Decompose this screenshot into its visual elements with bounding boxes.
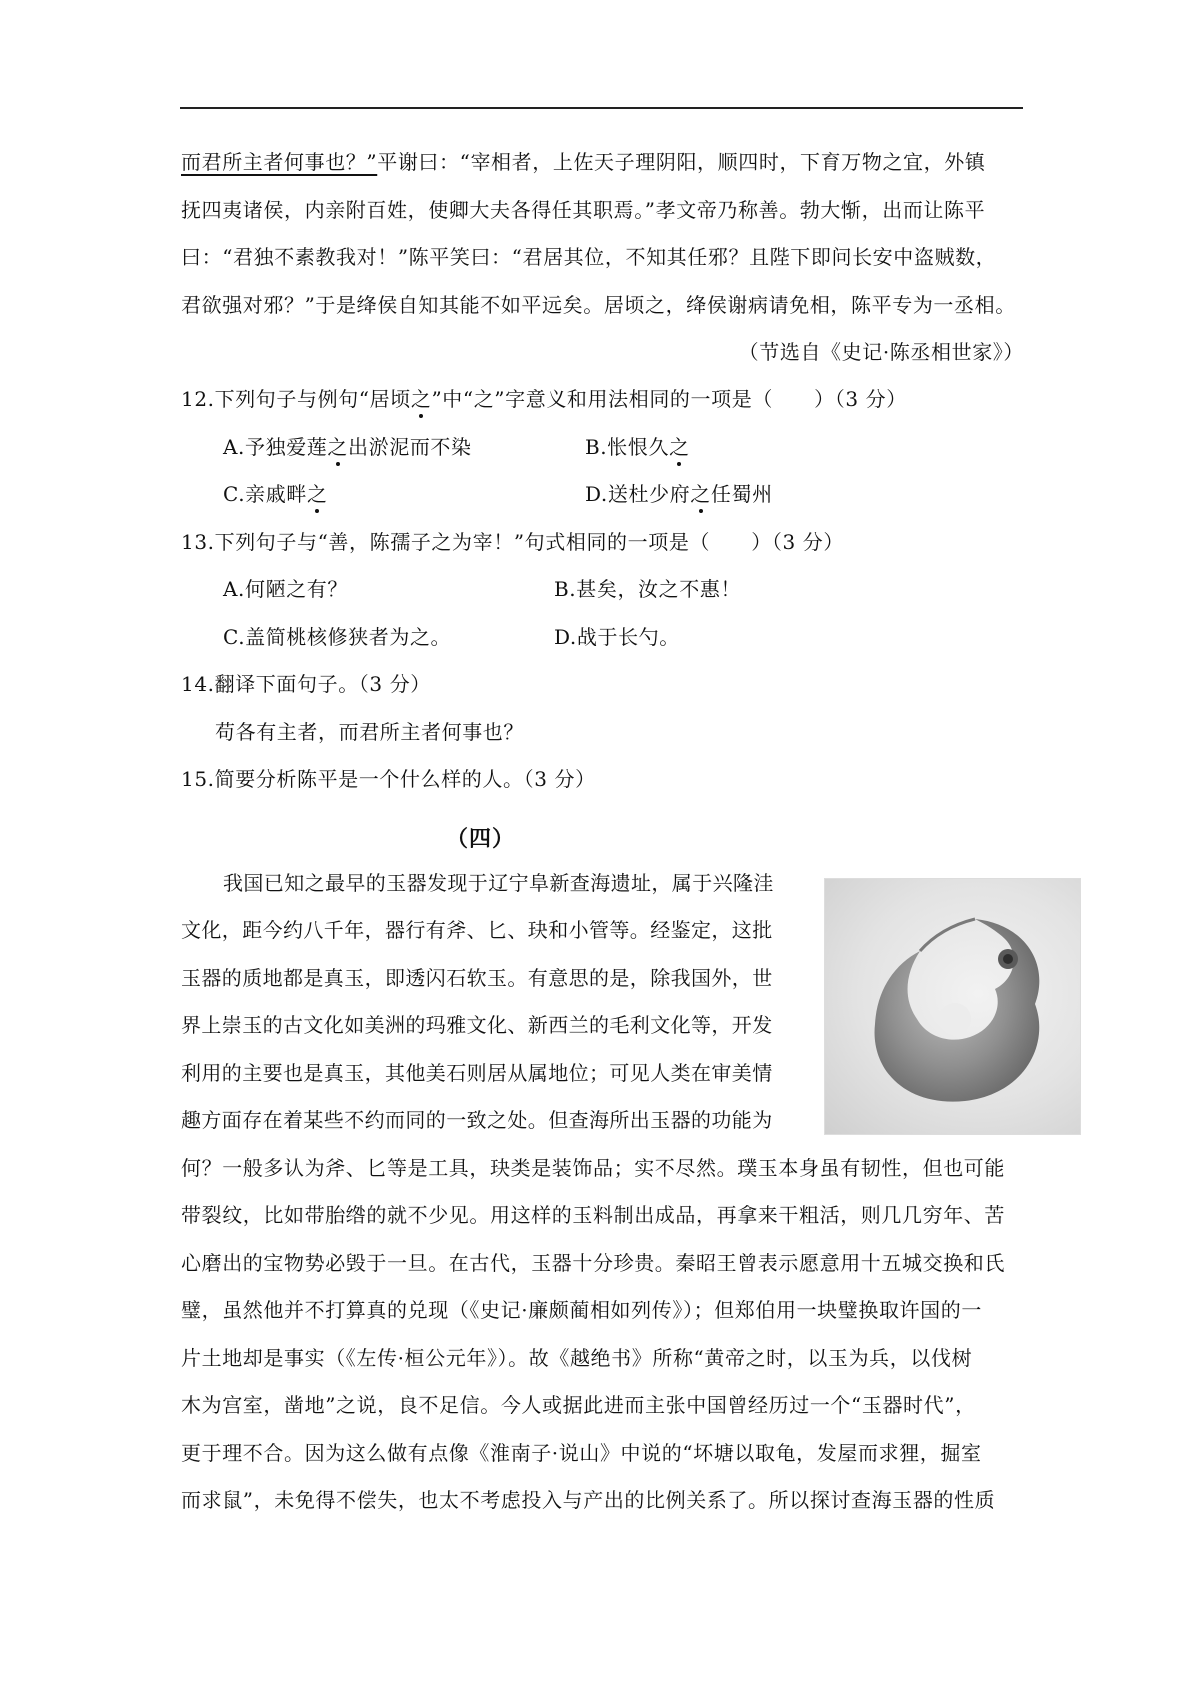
q13-option-a: A.何陋之有？	[223, 577, 349, 601]
jade-artifact-image	[824, 878, 1081, 1135]
underlined-sentence: 而君所主者何事也？”	[181, 150, 378, 174]
q12-option-a: A.予独爱莲之出淤泥而不染	[223, 432, 1066, 462]
section4-line-1: 我国已知之最早的玉器发现于辽宁阜新查海遗址，属于兴隆洼	[223, 871, 774, 895]
q12-option-d: D.送杜少府之任蜀州	[585, 479, 985, 509]
header-rule	[180, 107, 1023, 109]
section4-line-10: 璧，虽然他并不打算真的兑现（《史记·廉颇蔺相如列传》）；但郑伯用一块璧换取许国的一	[181, 1298, 982, 1322]
jade-dragon-icon	[825, 879, 1080, 1134]
section4-line-4: 界上崇玉的古文化如美洲的玛雅文化、新西兰的毛利文化等，开发	[181, 1013, 773, 1037]
section4-line-13: 更于理不合。因为这么做有点像《淮南子·说山》中说的“坏塘以取龟，发屋而求狸，掘室	[181, 1441, 982, 1465]
passage-line-3: 曰：“君独不素教我对！”陈平笑曰：“君居其位，不知其任邪？且陛下即问长安中盗贼数，	[181, 245, 997, 269]
q12-option-b: B.怅恨久之	[585, 432, 985, 462]
emphasis-dot-char: 之	[327, 432, 348, 462]
passage-line-1: 而君所主者何事也？”平谢曰：“宰相者，上佐天子理阴阳，顺四时，下育万物之宜，外镇	[181, 150, 986, 174]
emphasis-dot-char: 之	[690, 479, 711, 509]
q14-stem: 14.翻译下面句子。（3 分）	[181, 672, 431, 696]
section4-line-5: 利用的主要也是真玉，其他美石则居从属地位；可见人类在审美情	[181, 1061, 773, 1085]
q12-option-c: C.亲戚畔之	[223, 479, 1066, 509]
section4-line-8: 带裂纹，比如带胎绺的就不少见。用这样的玉料制出成品，再拿来干粗活，则几几穷年、苦	[181, 1203, 1005, 1227]
passage-line-4: 君欲强对邪？”于是绛侯自知其能不如平远矣。居顷之，绛侯谢病请免相，陈平专为一丞相。	[181, 293, 1016, 317]
q14-sentence: 苟各有主者，而君所主者何事也？	[215, 720, 524, 744]
passage-source: （节选自《史记·陈丞相世家》）	[738, 340, 1024, 364]
q13-stem: 13.下列句子与“善，陈孺子之为宰！”句式相同的一项是（ ）（3 分）	[181, 530, 844, 554]
q15-stem: 15.简要分析陈平是一个什么样的人。（3 分）	[181, 767, 596, 791]
section-heading: （四）	[446, 826, 516, 852]
q13-option-d: D.战于长勺。	[554, 625, 680, 649]
section4-line-2: 文化，距今约八千年，器行有斧、匕、玦和小管等。经鉴定，这批	[181, 918, 773, 942]
section4-line-12: 木为宫室，凿地”之说，良不足信。今人或据此进而主张中国曾经历过一个“玉器时代”，	[181, 1393, 976, 1417]
section4-line-7: 何？一般多认为斧、匕等是工具，玦类是装饰品；实不尽然。璞玉本身虽有韧性，但也可能	[181, 1156, 1005, 1180]
q12-stem: 12.下列句子与例句“居顷之”中“之”字意义和用法相同的一项是（ ）（3 分）	[181, 384, 1024, 414]
q13-option-b: B.甚矣，汝之不惠！	[554, 577, 742, 601]
section4-line-3: 玉器的质地都是真玉，即透闪石软玉。有意思的是，除我国外，世	[181, 966, 773, 990]
q13-option-c: C.盖简桃核修狭者为之。	[223, 625, 452, 649]
passage-line-2: 抚四夷诸侯，内亲附百姓，使卿大夫各得任其职焉。”孝文帝乃称善。勃大惭，出而让陈平	[181, 198, 986, 222]
section4-line-11: 片土地却是事实（《左传·桓公元年》）。故《越绝书》所称“黄帝之时，以玉为兵，以伐树	[181, 1346, 973, 1370]
emphasis-dot-char: 之	[307, 479, 328, 509]
section4-line-6: 趣方面存在着某些不约而同的一致之处。但查海所出玉器的功能为	[181, 1108, 773, 1132]
emphasis-dot-char: 之	[411, 384, 432, 414]
emphasis-dot-char: 之	[669, 432, 690, 462]
section4-line-14: 而求鼠”，未免得不偿失，也太不考虑投入与产出的比例关系了。所以探讨查海玉器的性质	[181, 1488, 996, 1512]
section4-line-9: 心磨出的宝物势必毁于一旦。在古代，玉器十分珍贵。秦昭王曾表示愿意用十五城交换和氏	[181, 1251, 1005, 1275]
